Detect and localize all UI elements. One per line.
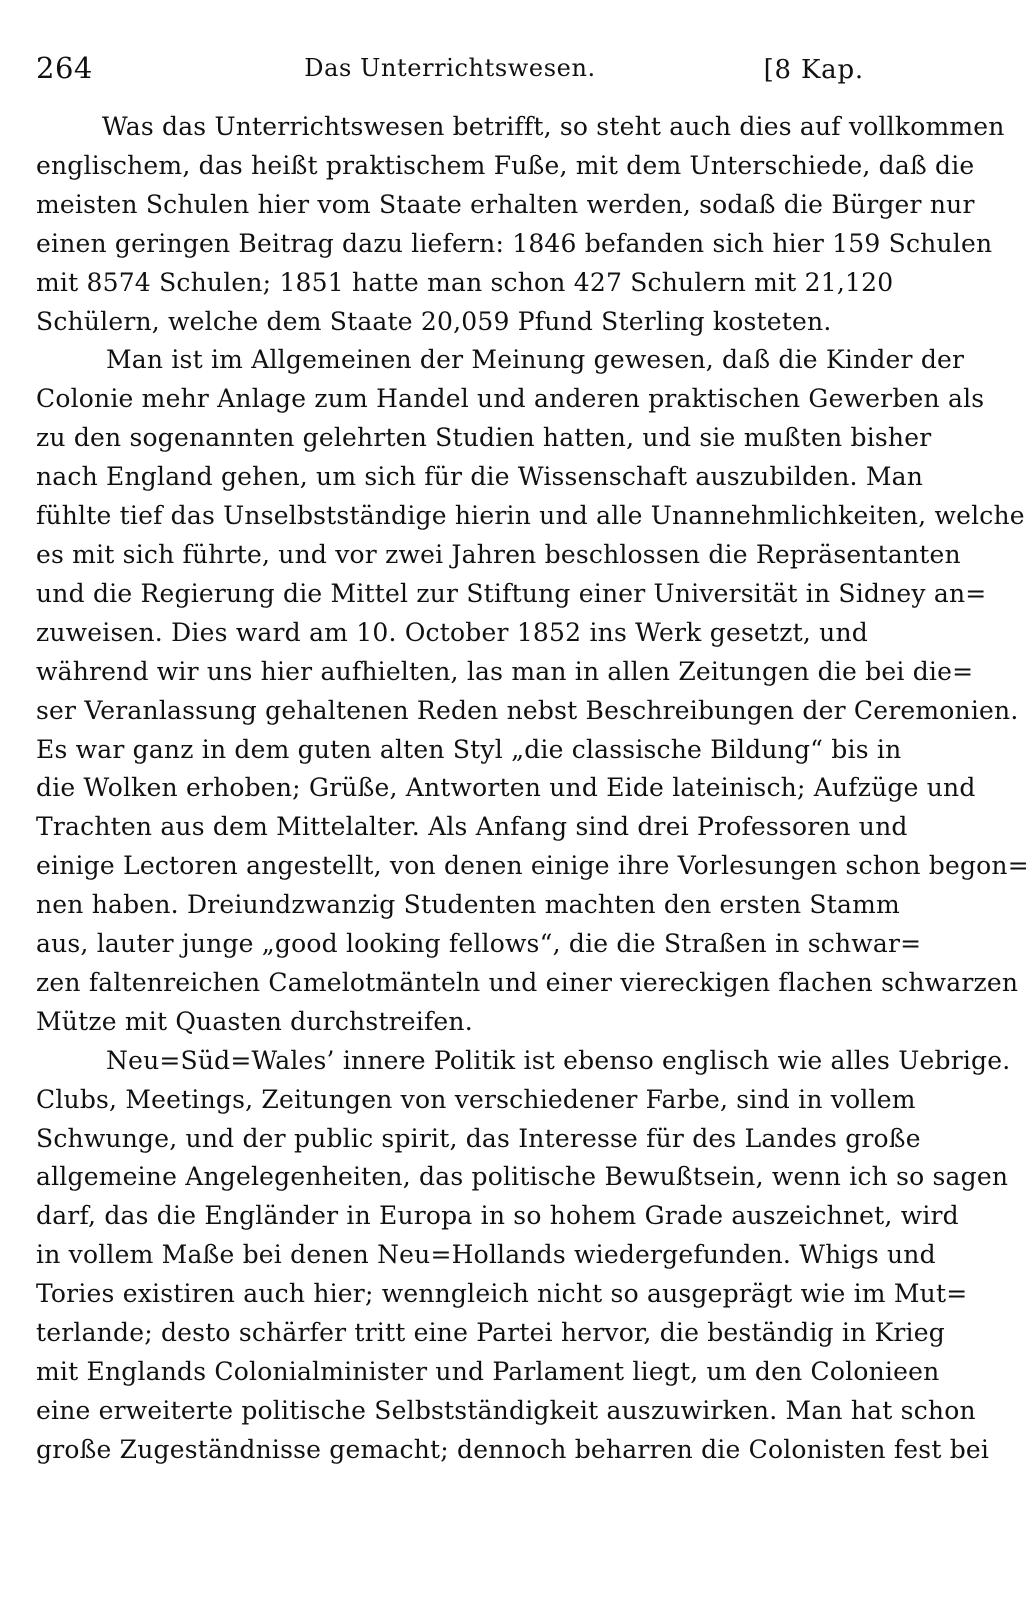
text-line: und die Regierung die Mittel zur Stiftung einer Universität in Sidney an= [36, 578, 987, 608]
text-line: Colonie mehr Anlage zum Handel und anderen praktischen Gewerben als [36, 384, 985, 414]
text-line: fühlte tief das Unselbstständige hierin und alle Unannehmlichkeiten, welche [36, 501, 1025, 531]
text-line: aus, lauter junge „good looking fellows“, die die Straßen in schwar= [36, 929, 922, 959]
text-line: Tories existiren auch hier; wenngleich nicht so ausgeprägt wie im Mut= [36, 1279, 968, 1309]
text-line: in vollem Maße bei denen Neu=Hollands wiedergefunden. Whigs und [36, 1240, 936, 1270]
page-number: 264 [36, 51, 93, 85]
text-line: terlande; desto schärfer tritt eine Partei hervor, die beständig in Krieg [36, 1318, 945, 1348]
text-line: Neu=Süd=Wales’ innere Politik ist ebenso englisch wie alles Uebrige. [106, 1045, 1011, 1075]
text-line: Mütze mit Quasten durchstreifen. [36, 1006, 473, 1036]
text-line: ser Veranlassung gehaltenen Reden nebst Beschreibungen der Ceremonien. [36, 695, 1019, 725]
text-line: Schülern, welche dem Staate 20,059 Pfund Sterling kosteten. [36, 306, 832, 336]
text-line: allgemeine Angelegenheiten, das politische Bewußtsein, wenn ich so sagen [36, 1162, 1009, 1192]
text-line: Es war ganz in dem guten alten Styl „die classische Bildung“ bis in [36, 734, 902, 764]
paragraph [36, 341, 1029, 1041]
chapter-reference: [8 Kap. [763, 55, 864, 85]
page-header [36, 48, 864, 88]
text-line: nen haben. Dreiundzwanzig Studenten machten den ersten Stamm [36, 890, 900, 920]
text-line: zuweisen. Dies ward am 10. October 1852 ins Werk gesetzt, und [36, 617, 868, 647]
text-line: einige Lectoren angestellt, von denen einige ihre Vorlesungen schon begon= [36, 851, 1029, 881]
text-line: während wir uns hier aufhielten, las man in allen Zeitungen die bei die= [36, 656, 974, 686]
text-line: darf, das die Engländer in Europa in so hohem Grade auszeichnet, wird [36, 1201, 959, 1231]
text-line: es mit sich führte, und vor zwei Jahren beschlossen die Repräsentanten [36, 539, 961, 569]
text-line: englischem, das heißt praktischem Fuße, mit dem Unterschiede, daß die [36, 150, 975, 180]
text-line: meisten Schulen hier vom Staate erhalten werden, sodaß die Bürger nur [36, 189, 975, 219]
text-line: Clubs, Meetings, Zeitungen von verschiedener Farbe, sind in vollem [36, 1084, 916, 1114]
text-line: Man ist im Allgemeinen der Meinung gewesen, daß die Kinder der [106, 345, 965, 375]
text-line: zu den sogenannten gelehrten Studien hatten, und sie mußten bisher [36, 423, 932, 453]
text-line: Was das Unterrichtswesen betrifft, so steht auch dies auf vollkommen [102, 112, 1005, 141]
text-line: einen geringen Beitrag dazu liefern: 1846 befanden sich hier 159 Schulen [36, 228, 993, 258]
text-line: die Wolken erhoben; Grüße, Antworten und Eide lateinisch; Aufzüge und [36, 773, 976, 803]
text-line: mit Englands Colonialminister und Parlament liegt, um den Colonieen [36, 1357, 940, 1386]
running-title: Das Unterrichtswesen. [304, 54, 596, 82]
text-line: zen faltenreichen Camelotmänteln und einer viereckigen flachen schwarzen [36, 967, 1019, 997]
text-line: große Zugeständnisse gemacht; dennoch beharren die Colonisten fest bei [36, 1434, 990, 1464]
text-line: Trachten aus dem Mittelalter. Als Anfang sind drei Professoren und [36, 812, 908, 842]
text-line: nach England gehen, um sich für die Wissenschaft auszubilden. Man [36, 462, 924, 492]
text-line: mit 8574 Schulen; 1851 hatte man schon 427 Schulern mit 21,120 [36, 267, 894, 297]
text-line: eine erweiterte politische Selbstständigkeit auszuwirken. Man hat schon [36, 1395, 976, 1425]
text-line: Schwunge, und der public spirit, das Interesse für des Landes große [36, 1123, 921, 1153]
paragraph [36, 1042, 1011, 1470]
body-text [36, 108, 1029, 1470]
paragraph [36, 108, 1005, 341]
